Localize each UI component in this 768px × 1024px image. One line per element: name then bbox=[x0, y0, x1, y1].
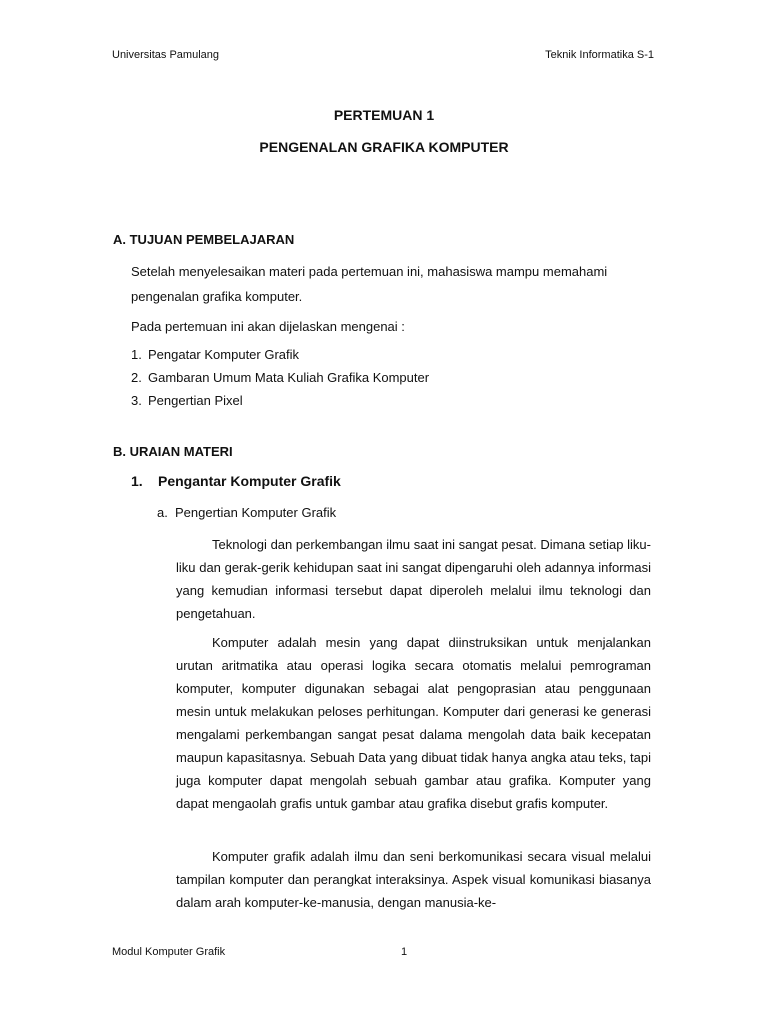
meeting-title: PERTEMUAN 1 bbox=[333, 107, 435, 123]
section-b-heading: B. URAIAN MATERI bbox=[113, 444, 233, 459]
topics-list bbox=[131, 343, 429, 412]
body-paragraph: Komputer adalah mesin yang dapat diinstruksikan untuk menjalankan urutan aritmatika atau operasi logika secara otomatis melalui pemrograman komputer, komputer digunakan sebagai alat pengoprasian atau penggunaan mesin untuk melakukan peloses perhitungan. Komputer dari generasi ke generasi mengalami perkembangan sangat pesat dalama mengolah data baik kecepatan maupun kapasitasnya. Sebuah Data yang dibuat tidak hanya angka atau teks, tapi juga komputer dapat mengolah sebuah gambar atau grafika. Komputer yang dapat mengaolah grafis untuk gambar atau grafika disebut grafis komputer. bbox=[176, 635, 651, 811]
list-item-text: Gambaran Umum Mata Kuliah Grafika Komputer bbox=[148, 370, 430, 385]
list-item-number: 1. bbox=[131, 347, 142, 362]
section-a-heading: A. TUJUAN PEMBELAJARAN bbox=[113, 232, 295, 247]
list-item bbox=[131, 389, 429, 412]
footer-module-name: Modul Komputer Grafik bbox=[112, 946, 226, 958]
topics-intro-paragraph: Pada pertemuan ini akan dijelaskan mengenai : bbox=[131, 319, 405, 334]
learning-objective-paragraph: Setelah menyelesaikan materi pada pertemuan ini, mahasiswa mampu memahami pengenalan grafika komputer. bbox=[131, 264, 608, 304]
subsection-number: 1. bbox=[131, 473, 143, 489]
body-paragraph: Komputer grafik adalah ilmu dan seni berkomunikasi secara visual melalui tampilan komputer dan perangkat interaksinya. Aspek visual komunikasi biasanya dalam arah komputer-ke-manusia, dengan manusia-ke- bbox=[176, 849, 651, 910]
list-item-number: 2. bbox=[131, 370, 142, 385]
subsection-title: Pengantar Komputer Grafik bbox=[158, 473, 341, 489]
list-item bbox=[131, 366, 429, 389]
header-program: Teknik Informatika S-1 bbox=[545, 49, 654, 61]
subsubsection-letter: a. bbox=[157, 505, 168, 520]
page-number: 1 bbox=[401, 946, 408, 958]
header-institution: Universitas Pamulang bbox=[112, 49, 219, 61]
body-paragraph: Teknologi dan perkembangan ilmu saat ini sangat pesat. Dimana setiap liku-liku dan gerak-gerik kehidupan saat ini sangat dipengaruhi oleh adannya informasi yang kemudian informasi tersebut dapat diperoleh melalui ilmu teknologi dan pengetahuan. bbox=[176, 537, 651, 621]
chapter-title: PENGENALAN GRAFIKA KOMPUTER bbox=[259, 139, 509, 155]
list-item-number: 3. bbox=[131, 393, 142, 408]
list-item bbox=[131, 343, 429, 366]
subsubsection-heading bbox=[157, 505, 336, 520]
subsection-heading bbox=[131, 473, 341, 489]
subsubsection-title: Pengertian Komputer Grafik bbox=[175, 505, 337, 520]
list-item-text: Pengertian Pixel bbox=[148, 393, 243, 408]
list-item-text: Pengatar Komputer Grafik bbox=[148, 347, 300, 362]
